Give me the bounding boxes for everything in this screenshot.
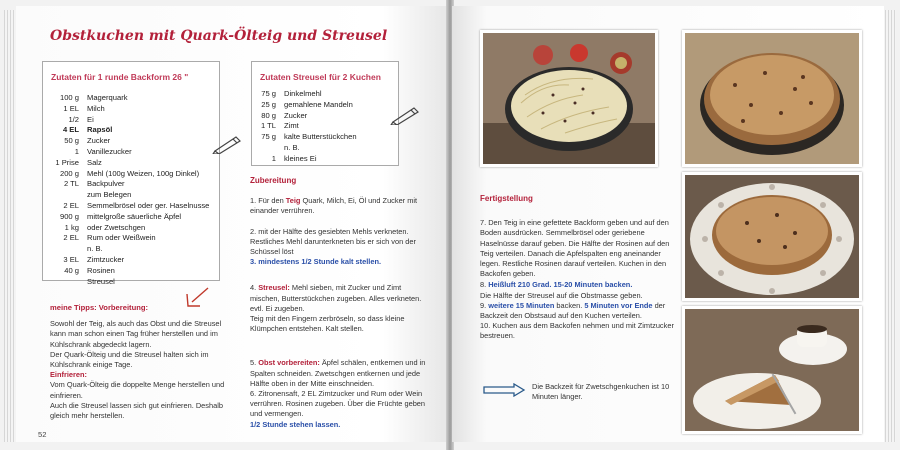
- ingredient-name: Zucker: [87, 136, 111, 146]
- arrow-right-icon: [482, 383, 526, 397]
- ingredient-row: [254, 143, 357, 154]
- left-page: [16, 6, 448, 442]
- photo-cake-slice-coffee: [682, 306, 862, 434]
- ingredient-name: Mehl (100g Weizen, 100g Dinkel): [87, 168, 200, 178]
- step-text: 5.: [250, 358, 259, 368]
- finishing-section: [480, 194, 676, 342]
- ingredients-heading: Zutaten für 1 runde Backform 26 ": [51, 72, 189, 82]
- right-page: [452, 6, 884, 442]
- ingredient-row: [47, 115, 209, 126]
- step-text: 4.: [250, 283, 259, 293]
- step-5: [250, 358, 430, 389]
- ingredient-name: Vanillezucker: [87, 146, 132, 156]
- ingredient-quantity: 4 EL: [62, 125, 79, 135]
- ingredient-quantity: 2 EL: [63, 233, 79, 243]
- ingredient-row: [47, 158, 209, 169]
- step-highlight: Teig: [285, 196, 301, 206]
- ingredient-row: [254, 89, 357, 100]
- ingredient-row: [47, 255, 209, 266]
- step-highlight: weitere 15 Minuten: [488, 300, 555, 310]
- ingredient-row: [47, 93, 209, 104]
- step-3: 3. mindestens 1/2 Stunde kalt stellen.: [250, 257, 382, 267]
- step-text: 1. Für den: [250, 196, 286, 206]
- step-text: 9.: [480, 300, 489, 310]
- ingredient-quantity: 80 g: [261, 110, 276, 120]
- step-1: [250, 196, 430, 216]
- step-4: [250, 283, 430, 314]
- ingredient-quantity: 1 Prise: [55, 157, 79, 167]
- ingredient-quantity: 2 EL: [63, 200, 79, 210]
- ingredient-row: [47, 244, 209, 255]
- photo-apple-tart-raw: [480, 30, 658, 167]
- recipe-title: Obstkuchen mit Quark-Ölteig und Streusel: [50, 28, 388, 44]
- ingredient-name: gemahlene Mandeln: [284, 99, 353, 109]
- ingredient-row: [47, 136, 209, 147]
- step-text: 8.: [480, 280, 489, 290]
- ingredient-quantity: 1 TL: [260, 121, 276, 131]
- ingredient-quantity: 25 g: [261, 99, 276, 109]
- page-number: 52: [38, 430, 47, 439]
- tips-heading: meine Tipps: Vorbereitung:: [50, 303, 149, 312]
- ingredient-name: zum Belegen: [87, 190, 132, 200]
- step-highlight: Obst vorbereiten:: [258, 358, 320, 368]
- tips-section: [50, 303, 230, 421]
- ingredient-row: [47, 190, 209, 201]
- ingredient-name: Ei: [87, 114, 94, 124]
- ingredient-row: [254, 100, 357, 111]
- step-8-continued: Die Hälfte der Streusel auf die Obstmasse geben.: [480, 290, 643, 300]
- step-2: 2. mit der Hälfte des gesiebten Mehls verkneten. Restliches Mehl darunterkneten bis er sich von der Schüssel löst: [250, 226, 416, 257]
- tips-paragraph: Sowohl der Teig, als auch das Obst und die Streusel kann man schon einen Tag früher herstellen und im Kühlschrank abgedeckt lagern.: [50, 319, 222, 349]
- ingredient-row: [47, 212, 209, 223]
- ingredient-name: Rum oder Weißwein: [87, 233, 156, 243]
- ingredient-quantity: 75 g: [261, 89, 276, 98]
- step-text: Quark, Milch, Ei, Öl und Zucker mit einander verrühren.: [250, 196, 418, 216]
- ingredient-quantity: 900 g: [59, 211, 79, 221]
- plum-cake-note: Die Backzeit für Zwetschgenkuchen ist 10 Minuten länger.: [532, 382, 670, 402]
- step-highlight: 5 Minuten vor Ende: [584, 300, 653, 310]
- ingredient-row: [47, 179, 209, 190]
- ingredient-quantity: 1/2: [68, 114, 79, 124]
- ingredient-quantity: 50 g: [64, 136, 79, 146]
- ingredient-name: kleines Ei: [284, 153, 317, 163]
- ingredient-row: [47, 104, 209, 115]
- step-7: 7. Den Teig in eine gefettete Backform geben und auf den Boden ausdrücken. Semmelbrösel oder geriebene Haselnüsse darauf geben. Die Hälfte der Rosinen auf den Teig verteilen. Danach die Apfelspalten eng aneinander legen. Restliche Rosinen darauf verteilen. Kuchen in den Backofen geben.: [480, 218, 670, 279]
- page-edges-left: [4, 10, 16, 442]
- ingredients-box-dough: [42, 61, 220, 286]
- ingredient-name: Streusel: [87, 276, 115, 286]
- ingredient-quantity: [254, 143, 284, 154]
- step-10: 10. Kuchen aus dem Backofen nehmen und mit Zimtzucker bestreuen.: [480, 321, 674, 341]
- step-highlight: Heißluft 210 Grad. 15-20 Minuten backen.: [488, 280, 633, 290]
- ingredient-row: [254, 121, 357, 132]
- step-text: backen.: [554, 300, 585, 310]
- finishing-heading: Fertigstellung: [480, 194, 533, 203]
- ingredient-name: Milch: [87, 103, 105, 113]
- pencil-icon: [212, 132, 242, 154]
- step-9: [480, 301, 676, 321]
- tips-paragraph: Vom Quark-Ölteig die doppelte Menge herstellen und einfrieren.: [50, 380, 225, 400]
- ingredient-row: [47, 233, 209, 244]
- page-edges-right: [882, 10, 896, 442]
- ingredient-name: Zimtzucker: [87, 254, 125, 264]
- ingredient-row: [254, 111, 357, 122]
- step-8: [480, 280, 676, 290]
- ingredient-name: Zucker: [284, 110, 308, 120]
- ingredient-name: mittelgroße säuerliche Äpfel: [87, 211, 182, 221]
- ingredient-row: [47, 147, 209, 158]
- pencil-icon: [390, 103, 420, 125]
- ingredient-name: Dinkelmehl: [284, 89, 322, 98]
- ingredient-quantity: 3 EL: [63, 254, 79, 264]
- ingredient-quantity: 1 EL: [63, 103, 79, 113]
- step-4-continued: Teig mit den Fingern zerbröseln, so dass kleine Klümpchen entstehen. Kalt stellen.: [250, 314, 405, 334]
- ingredient-row: [47, 125, 209, 136]
- ingredient-quantity: 1: [271, 153, 276, 163]
- ingredient-quantity: 2 TL: [63, 179, 79, 189]
- tips-paragraph: Der Quark-Ölteig und die Streusel halten sich im Kühlschrank einige Tage.: [50, 349, 209, 370]
- ingredient-quantity: 200 g: [59, 168, 79, 178]
- ingredient-quantity: 75 g: [261, 132, 276, 142]
- step-text: der Backzeit den Obstsaud auf den Kuchen verteilen.: [480, 300, 666, 321]
- photo-cake-on-doily: [682, 172, 862, 301]
- ingredient-name: Zimt: [284, 121, 299, 131]
- ingredient-row: [47, 266, 209, 277]
- ingredient-quantity: [47, 190, 87, 201]
- tips-paragraph: Auch die Streusel lassen sich gut einfrieren. Deshalb gleich mehr herstellen.: [50, 400, 223, 421]
- ingredient-row: [254, 132, 357, 143]
- ingredients-box-streusel: [251, 61, 399, 166]
- ingredient-name: Salz: [87, 157, 102, 167]
- preparation-heading: Zubereitung: [250, 176, 297, 185]
- ingredient-name: Semmelbrösel oder ger. Haselnusse: [87, 200, 210, 210]
- step-6: 6. Zitronensaft, 2 EL Zimtzucker und Rum oder Wein verrühren. Rosinen zugeben. Über die Früchte geben und vermengen.: [250, 389, 426, 419]
- ingredient-quantity: 1 kg: [64, 222, 79, 232]
- ingredients-list: [47, 93, 209, 287]
- streusel-heading: Zutaten Streusel für 2 Kuchen: [260, 72, 381, 82]
- ingredient-quantity: [47, 277, 87, 288]
- ingredient-row: [254, 154, 357, 165]
- step-6-rest: 1/2 Stunde stehen lassen.: [250, 419, 341, 429]
- step-text: Mehl sieben, mit Zucker und Zimt mischen, Butterstückchen zugeben. Alles verkneten. evtl. Ei zugeben.: [250, 283, 422, 313]
- photo-baked-cake: [682, 30, 862, 167]
- ingredient-name: Backpulver: [87, 179, 125, 189]
- ingredient-name: n. B.: [87, 244, 103, 254]
- ingredient-row: [47, 169, 209, 180]
- ingredient-row: [47, 201, 209, 212]
- step-highlight: Streusel:: [258, 283, 290, 293]
- preparation-section: [250, 176, 430, 430]
- ingredient-name: kalte Butterstückchen: [284, 132, 357, 142]
- step-text: Äpfel schälen, entkernen und in Spalten schneiden. Zwetschgen entkernen und jede Hälfte oben in der Mitte einschneiden.: [250, 358, 426, 388]
- ingredient-quantity: [47, 244, 87, 255]
- ingredient-quantity: 100 g: [59, 93, 79, 102]
- ingredient-name: Magerquark: [87, 93, 128, 102]
- freezing-heading: Einfrieren:: [50, 370, 87, 380]
- streusel-list: [254, 89, 357, 165]
- ingredient-row: [47, 223, 209, 234]
- ingredient-name: Rosinen: [87, 265, 115, 275]
- ingredient-name: Rapsöl: [87, 125, 113, 135]
- ingredient-quantity: 40 g: [64, 265, 79, 275]
- ingredient-quantity: 1: [74, 146, 79, 156]
- ingredient-name: n. B.: [284, 142, 300, 152]
- ingredient-name: oder Zwetschgen: [87, 222, 146, 232]
